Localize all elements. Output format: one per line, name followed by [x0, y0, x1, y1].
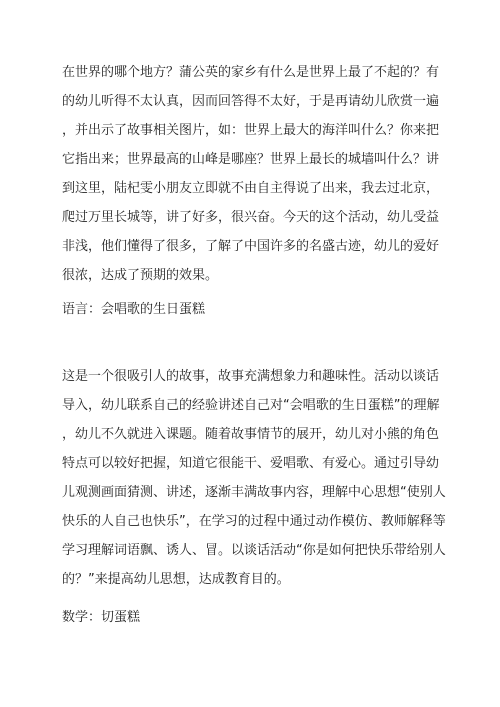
paragraph-reflection-1	[62, 58, 442, 290]
text-line: 很浓，达成了预期的效果。	[62, 268, 219, 283]
text-line: 儿观测画面猜测、讲述，逐渐丰满故事内容，理解中心思想“使别人	[62, 485, 446, 500]
section-heading-math: 数学：切蛋糕	[62, 610, 141, 625]
text-line: 到这里，陆杞雯小朋友立即就不由自主得说了出来，我去过北京，	[62, 181, 440, 196]
text-line: 特点可以较好把握，知道它很能干、爱唱歌、有爱心。通过引导幼	[62, 456, 440, 471]
text-line: 爬过万里长城等，讲了好多，很兴奋。今天的这个活动，幼儿受益	[62, 210, 440, 225]
paragraph-reflection-2	[62, 362, 446, 594]
text-line: 快乐的人自己也快乐”，在学习的过程中通过动作模仿、教师解释等	[62, 514, 446, 529]
text-line: 它指出来；世界最高的山峰是哪座？世界上最长的城墙叫什么？讲	[62, 152, 440, 167]
text-line: ，并出示了故事相关图片，如：世界上最大的海洋叫什么？你来把	[62, 123, 440, 138]
text-line: 在世界的哪个地方？蒲公英的家乡有什么是世界上最了不起的？有	[62, 65, 440, 80]
text-line: 非浅，他们懂得了很多，了解了中国许多的名盛古迹，幼儿的爱好	[62, 239, 440, 254]
text-line: 的幼儿听得不太认真，因而回答得不太好，于是再请幼儿欣赏一遍	[62, 94, 440, 109]
text-line: 的？”来提高幼儿思想，达成教育目的。	[62, 572, 290, 587]
text-line: ，幼儿不久就进入课题。随着故事情节的展开，幼儿对小熊的角色	[62, 427, 440, 442]
text-line: 这是一个很吸引人的故事，故事充满想象力和趣味性。活动以谈话	[62, 369, 440, 384]
text-line: 学习理解词语飘、诱人、冒。以谈话活动“你是如何把快乐带给别人	[62, 543, 446, 558]
section-heading-language: 语言：会唱歌的生日蛋糕	[62, 302, 206, 317]
text-line: 导入，幼儿联系自己的经验讲述自己对“会唱歌的生日蛋糕”的理解	[62, 398, 440, 413]
